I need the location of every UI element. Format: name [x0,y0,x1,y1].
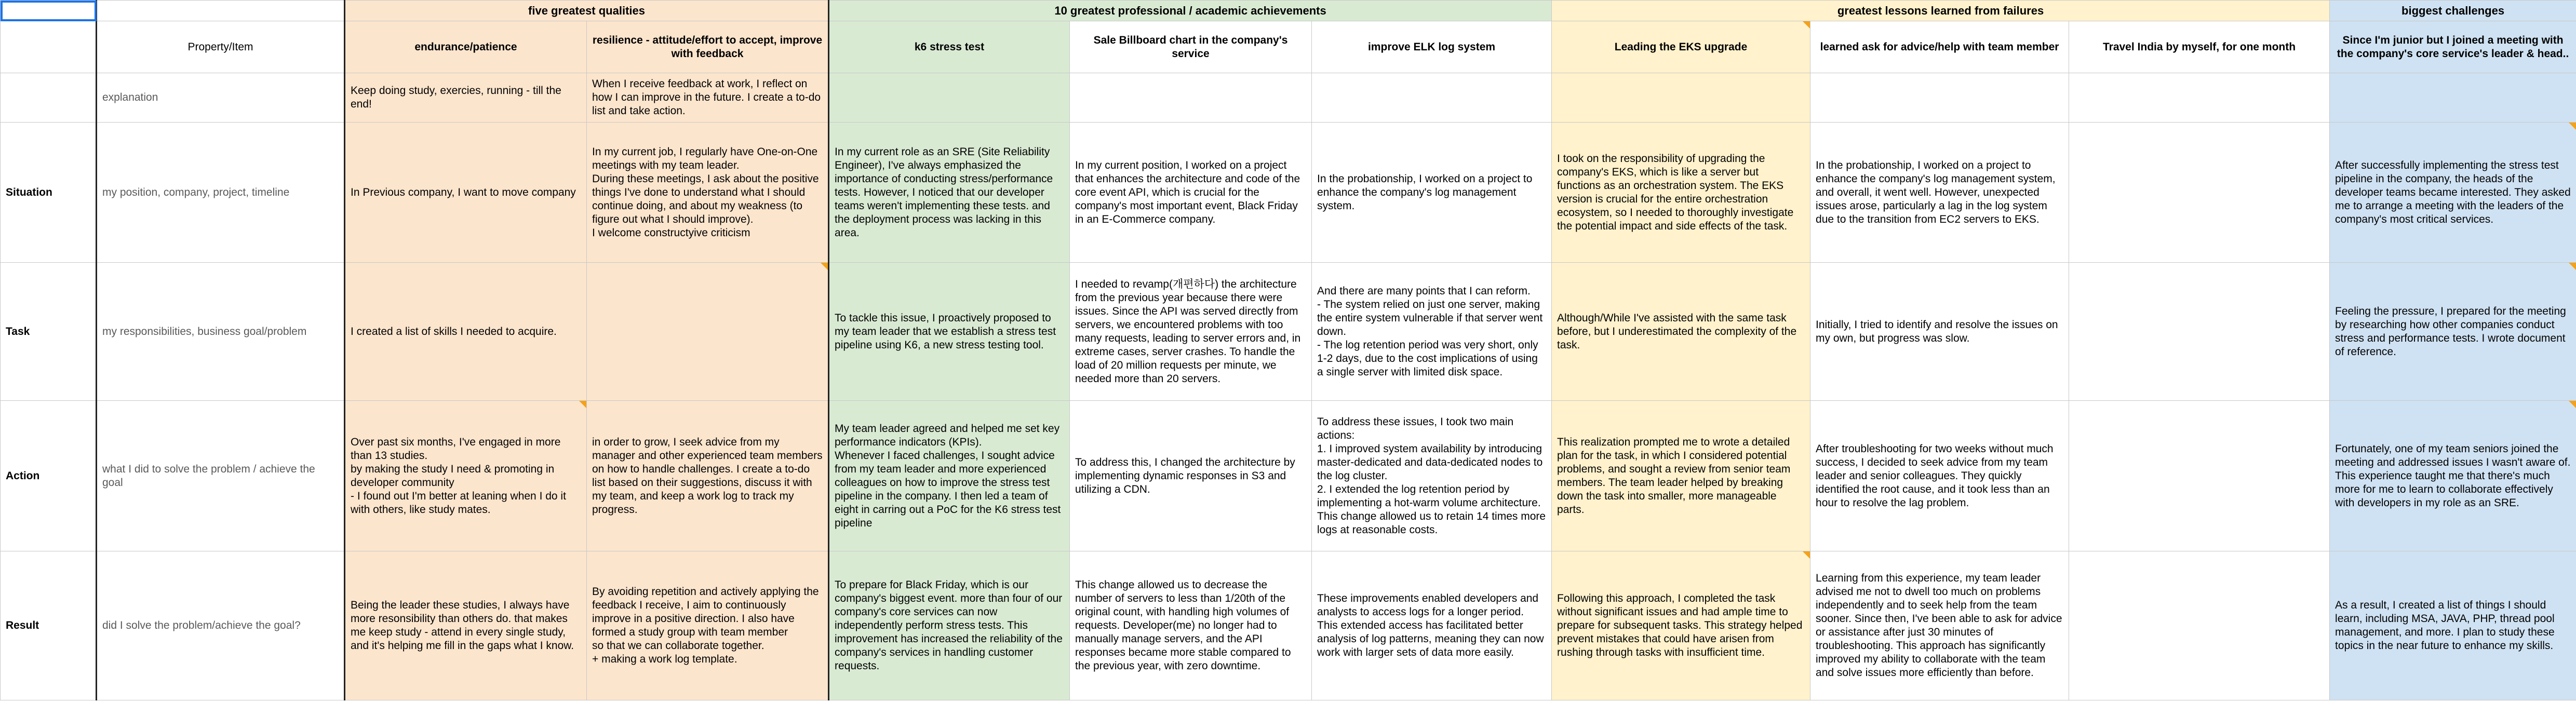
cell-situation-meeting[interactable]: After successfully implementing the stress test pipeline in the company, the heads of the developer teams became interested. They asked me to arrange a meeting with the leaders of the company's most critical services. [2330,123,2576,263]
cell-action-k6[interactable]: My team leader agreed and helped me set key performance indicators (KPIs). Whenever I faced challenges, I sought advice from my team leader and more experienced colleagues on how to improve the stress test pipeline in the company. I then led a team of eight in carring out a PoC for the K6 stress test pipeline [829,401,1070,551]
header-property[interactable]: Property/Item [97,21,345,73]
cell-explanation-eks[interactable] [1552,73,1810,123]
cell-result-billboard[interactable]: This change allowed us to decrease the number of servers to less than 1/20th of the original count, with handling high volumes of requests. Developer(me) no longer had to manually manage servers, and the API responses became more stable compared to the previous year, with zero downtime. [1070,551,1312,700]
row-property[interactable]: my position, company, project, timeline [97,123,345,263]
header-label-cell[interactable] [1,21,97,73]
cell-result-elk[interactable]: These improvements enabled developers and analysts to access logs for a longer period. This extended access has facilitated better analysis of log patterns, meaning they can now work with larger sets of data more easily. [1312,551,1552,700]
cell-situation-advice[interactable]: In the probationship, I worked on a project to enhance the company's log management system, and overall, it went well. However, unexpected issues arose, particularly a lag in the log system due to the transition from EC2 servers to EKS. [1810,123,2069,263]
row-task [1,263,2576,401]
cell-situation-india[interactable] [2069,123,2330,263]
cell-explanation-endurance[interactable]: Keep doing study, exercies, running - till the end! [345,73,587,123]
row-action [1,401,2576,551]
row-result [1,551,2576,700]
row-situation [1,123,2576,263]
group-qualities[interactable]: five greatest qualities [345,1,829,21]
row-property[interactable]: my responsibilities, business goal/problem [97,263,345,401]
header-sale-billboard[interactable]: Sale Billboard chart in the company's service [1070,21,1312,73]
row-label[interactable]: Action [1,401,97,551]
header-elk-log[interactable]: improve ELK log system [1312,21,1552,73]
cell-explanation-advice[interactable] [1810,73,2069,123]
cell-result-advice[interactable]: Learning from this experience, my team leader advised me not to dwell too much on problems independently and to seek help from the team sooner. Since then, I've been able to ask for advice or assistance after just 30 minutes of troubleshooting. This approach has significantly improved my ability to collaborate with the team and solve issues more efficiently than before. [1810,551,2069,700]
cell-task-meeting[interactable]: Feeling the pressure, I prepared for the meeting by researching how other companies conduct stress and performance tests. I wrote document of reference. [2330,263,2576,401]
cell-explanation-billboard[interactable] [1070,73,1312,123]
cell-situation-eks[interactable]: I took on the responsibility of upgrading the company's EKS, which is like a server but functions as an orchestration system. The EKS version is crucial for the entire orchestration ecosystem, so I needed to thoroughly investigate the potential impact and side effects of the task. [1552,123,1810,263]
cell-task-elk[interactable]: And there are many points that I can reform. - The system relied on just one server, making the entire system vulnerable if that server went down. - The log retention period was very short, only 1-2 days, due to the cost implications of using a single server with limited disk space. [1312,263,1552,401]
cell-situation-resilience[interactable]: In my current job, I regularly have One-on-One meetings with my team leader. During these meetings, I ask about the positive things I've done to understand what I should continue doing, and about my weakness (to figure out what I should improve). I welcome constructyive criticism [587,123,829,263]
row-label[interactable]: Situation [1,123,97,263]
cell-task-resilience[interactable] [587,263,829,401]
header-core-meeting[interactable]: Since I'm junior but I joined a meeting with the company's core service's leader & head.. [2330,21,2576,73]
cell-action-advice[interactable]: After troubleshooting for two weeks without much success, I decided to seek advice from my team leader and senior colleagues. They quickly identified the root cause, and it took less than an hour to resolve the lag problem. [1810,401,2069,551]
cell-task-eks[interactable]: Although/While I've assisted with the same task before, but I underestimated the complexity of the task. [1552,263,1810,401]
cell-action-meeting[interactable]: Fortunately, one of my team seniors joined the meeting and addressed issues I wasn't aware of. This experience taught me that there's much more for me to learn to collaborate effectively with developers in my role as an SRE. [2330,401,2576,551]
cell-action-india[interactable] [2069,401,2330,551]
cell-action-billboard[interactable]: To address this, I changed the architecture by implementing dynamic responses in S3 and utilizing a CDN. [1070,401,1312,551]
cell-explanation-india[interactable] [2069,73,2330,123]
cell-result-endurance[interactable]: Being the leader these studies, I always have more resonsibility than others do. that makes me keep study - attend in every single study, and it's helping me fill in the gaps what I know. [345,551,587,700]
cell-task-k6[interactable]: To tackle this issue, I proactively proposed to my team leader that we establish a stress test pipeline using K6, a new stress testing tool. [829,263,1070,401]
cell-situation-billboard[interactable]: In my current position, I worked on a project that enhances the architecture and code of the core event API, which is crucial for the company's most important event, Black Friday in an E-Commerce company. [1070,123,1312,263]
group-challenges[interactable]: biggest challenges [2330,1,2576,21]
cell-result-resilience[interactable]: By avoiding repetition and actively applying the feedback I receive, I aim to continuously improve in a positive direction. I also have formed a study group with team member so that we can collaborate together. + making a work log template. [587,551,829,700]
header-resilience[interactable]: resilience - attitude/effort to accept, improve with feedback [587,21,829,73]
row-label[interactable]: Task [1,263,97,401]
row-label[interactable]: Result [1,551,97,700]
cell-result-meeting[interactable]: As a result, I created a list of things I should learn, including MSA, JAVA, PHP, thread pool management, and more. I plan to study these topics in the near future to enhance my skills. [2330,551,2576,700]
cell-result-k6[interactable]: To prepare for Black Friday, which is our company's biggest event. more than four of our company's core services can now independently perform stress tests. This improvement has increased the reliability of the company's services in handling customer requests. [829,551,1070,700]
row-label[interactable] [1,73,97,123]
cell-task-endurance[interactable]: I created a list of skills I needed to acquire. [345,263,587,401]
cell-result-india[interactable] [2069,551,2330,700]
header-travel-india[interactable]: Travel India by myself, for one month [2069,21,2330,73]
cell-explanation-resilience[interactable]: When I receive feedback at work, I reflect on how I can improve in the future. I create a to-do list and take action. [587,73,829,123]
group-header-blank[interactable] [97,1,345,21]
column-header-row [1,21,2576,73]
header-eks-upgrade[interactable]: Leading the EKS upgrade [1552,21,1810,73]
header-endurance[interactable]: endurance/patience [345,21,587,73]
cell-result-eks[interactable]: Following this approach, I completed the task without significant issues and had ample time to prepare for subsequent tasks. This strategy helped prevent mistakes that could have arisen from rushing through tasks with insufficient time. [1552,551,1810,700]
cell-explanation-meeting[interactable] [2330,73,2576,123]
header-ask-advice[interactable]: learned ask for advice/help with team member [1810,21,2069,73]
row-property[interactable]: what I did to solve the problem / achieve the goal [97,401,345,551]
cell-situation-k6[interactable]: In my current role as an SRE (Site Reliability Engineer), I've always emphasized the importance of conducting stress/performance tests. However, I noticed that our developer teams weren't implementing these tests. and the deployment process was lacking in this area. [829,123,1070,263]
selected-cell[interactable] [1,1,97,21]
cell-task-advice[interactable]: Initially, I tried to identify and resolve the issues on my own, but progress was slow. [1810,263,2069,401]
cell-situation-elk[interactable]: In the probationship, I worked on a project to enhance the company's log management system. [1312,123,1552,263]
header-k6-stress-test[interactable]: k6 stress test [829,21,1070,73]
cell-explanation-elk[interactable] [1312,73,1552,123]
cell-action-endurance[interactable]: Over past six months, I've engaged in more than 13 studies. by making the study I need & promoting in developer community - I found out I'm better at leaning when I do it with others, like study mates. [345,401,587,551]
cell-action-eks[interactable]: This realization prompted me to wrote a detailed plan for the task, in which I considered potential problems, and sought a review from senior team members. The team leader helped by breaking down the task into smaller, more manageable parts. [1552,401,1810,551]
cell-explanation-k6[interactable] [829,73,1070,123]
group-header-row [1,1,2576,21]
cell-task-india[interactable] [2069,263,2330,401]
row-explanation [1,73,2576,123]
row-property[interactable]: did I solve the problem/achieve the goal? [97,551,345,700]
cell-situation-endurance[interactable]: In Previous company, I want to move company [345,123,587,263]
group-achievements[interactable]: 10 greatest professional / academic achievements [829,1,1552,21]
cell-task-billboard[interactable]: I needed to revamp(개편하다) the architecture from the previous year because there were issues. Since the API was served directly from servers, we encountered problems with too many requests, leading to server errors and, in extreme cases, server crashes. To handle the load of 20 million requests per minute, we needed more than 20 servers. [1070,263,1312,401]
cell-action-resilience[interactable]: in order to grow, I seek advice from my manager and other experienced team members on how to handle challenges. I create a to-do list based on their suggestions, discuss it with my team, and keep a work log to track my progress. [587,401,829,551]
row-property[interactable]: explanation [97,73,345,123]
cell-action-elk[interactable]: To address these issues, I took two main actions: 1. I improved system availability by introducing master-dedicated and data-dedicated nodes to the log cluster. 2. I extended the log retention period by implementing a hot-warm volume architecture. This change allowed us to retain 14 times more logs at reasonable costs. [1312,401,1552,551]
group-lessons[interactable]: greatest lessons learned from failures [1552,1,2330,21]
